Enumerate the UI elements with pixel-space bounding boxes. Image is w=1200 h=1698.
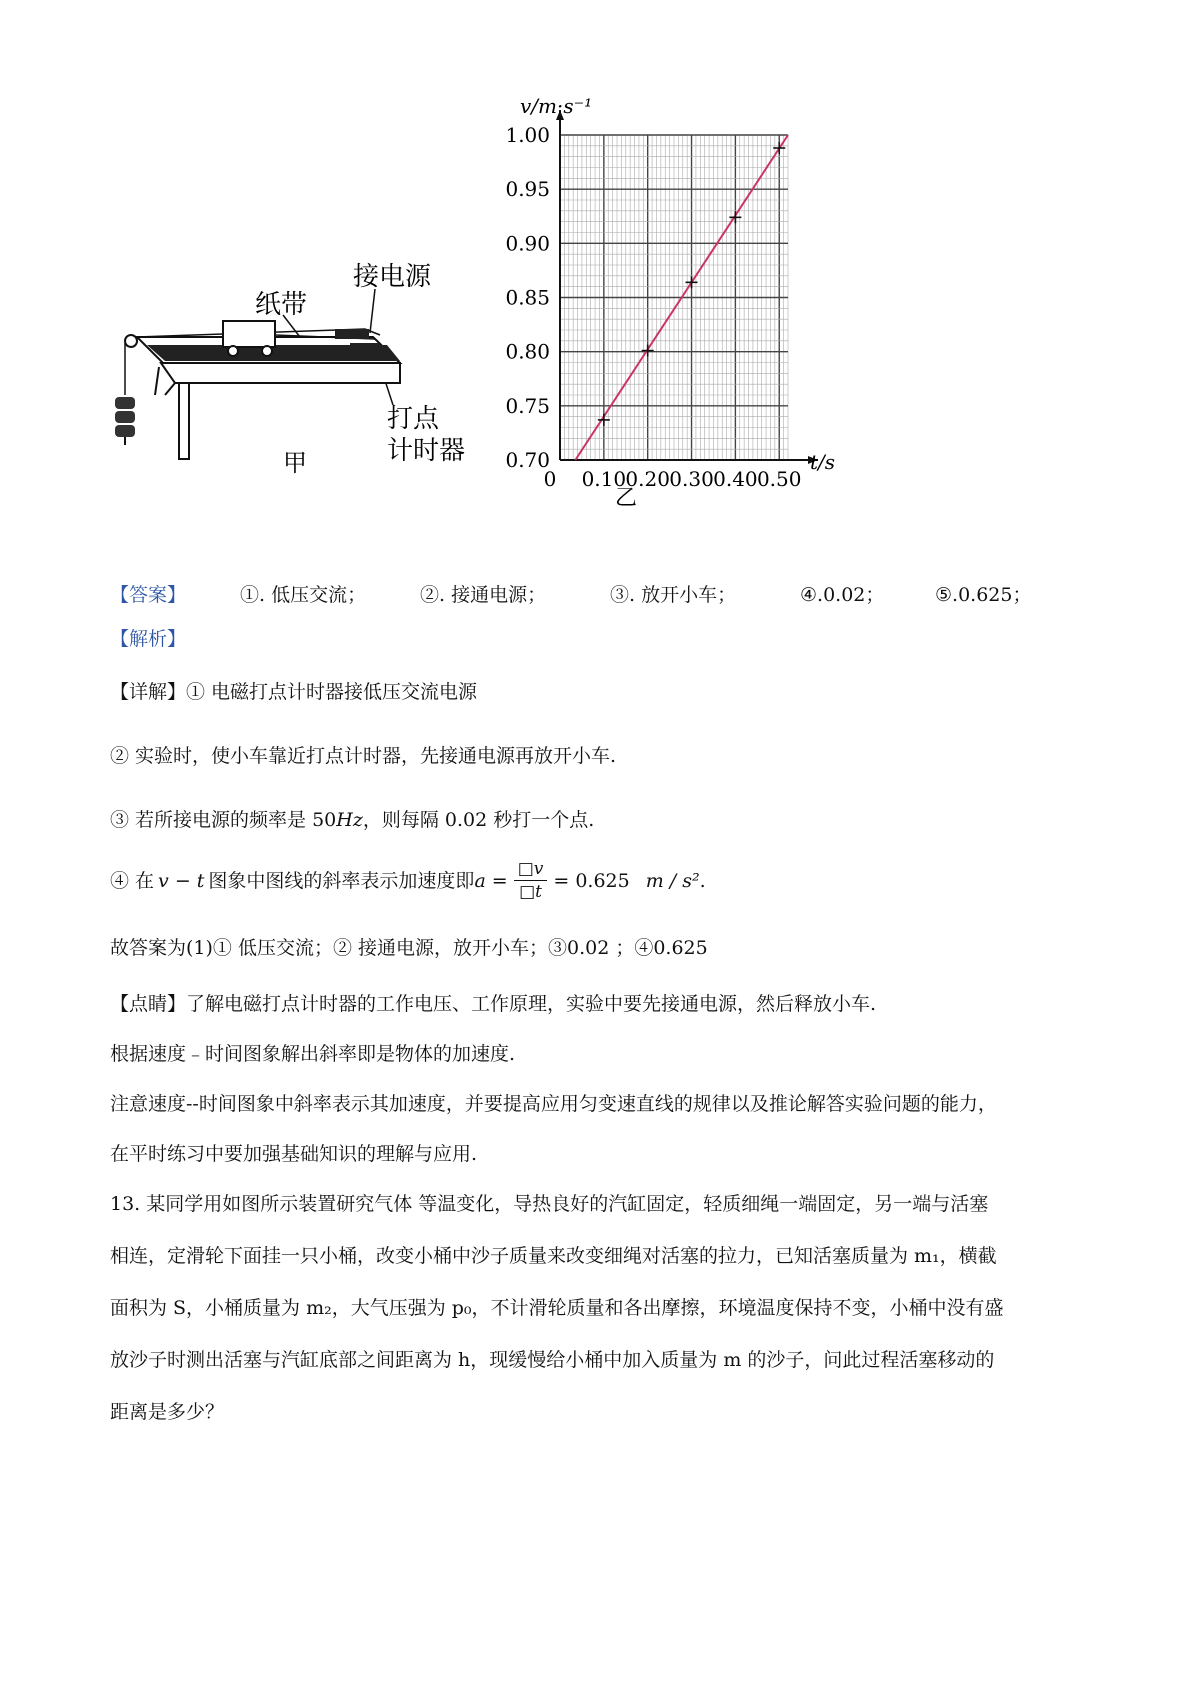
- detail-text-4a: ④ 在: [110, 869, 155, 892]
- x-tick-label: 0.40: [713, 467, 758, 491]
- detail-text-4b: 图象中图线的斜率表示加速度即: [208, 869, 475, 892]
- chart-grid: [560, 135, 788, 460]
- answer-item-4: ④.0.02；: [800, 584, 885, 606]
- figure-a-caption: 甲: [283, 449, 307, 477]
- fraction: [514, 858, 548, 903]
- comment-text-1: 了解电磁打点计时器的工作电压、工作原理，实验中要先接通电源，然后释放小车.: [186, 993, 877, 1015]
- y-tick-label: 0.90: [505, 231, 550, 256]
- q13-line-5: 距离是多少？: [110, 1401, 225, 1423]
- detail-line-1: [110, 678, 477, 706]
- fraction-denominator: □t: [519, 882, 542, 902]
- accel-unit: m / s²: [645, 869, 700, 892]
- comment-line-1: [110, 990, 876, 1018]
- y-tick-label: 0.75: [505, 393, 550, 418]
- analysis-tag: 【解析】: [110, 628, 187, 650]
- answer-item-2: ②. 接通电源；: [420, 584, 547, 606]
- y-tick-label: 0.85: [505, 285, 550, 310]
- y-tick-label: 0.80: [505, 339, 550, 364]
- detail-line-3: [110, 806, 594, 834]
- detail-line-2: ② 实验时，使小车靠近打点计时器，先接通电源再放开小车.: [110, 745, 617, 767]
- y-tick-label: 1.00: [505, 123, 550, 147]
- v-t-expression: v − t: [158, 869, 205, 892]
- vt-chart: [490, 95, 930, 555]
- detail-text-1: ① 电磁打点计时器接低压交流电源: [186, 681, 478, 703]
- q13-line-2: 相连，定滑轮下面挂一只小桶，改变小桶中沙子质量来改变细绳对活塞的拉力，已知活塞质量为 m₁，横截: [110, 1245, 997, 1267]
- y-tick-label: 0.70: [505, 448, 550, 472]
- answer-item-1: ①. 低压交流；: [240, 584, 367, 606]
- comment-tag: 【点睛】: [110, 993, 187, 1015]
- detail-text-3a: ③ 若所接电源的频率是 50: [110, 809, 337, 831]
- q13-line-3: 面积为 S，小桶质量为 m₂，大气压强为 p₀，不计滑轮质量和各出摩擦，环境温度保持不变，小桶中没有盛: [110, 1297, 1004, 1319]
- y-axis-label: v/m·s⁻¹: [520, 94, 593, 118]
- x-tick-label: 0.20: [625, 467, 670, 491]
- q13-line-4: 放沙子时测出活塞与汽缸底部之间距离为 h，现缓慢给小桶中加入质量为 m 的沙子，问此过程活塞移动的: [110, 1349, 995, 1371]
- detail-text-3b: ，则每隔 0.02 秒打一个点.: [362, 809, 595, 831]
- label-tape: 纸带: [255, 290, 308, 320]
- fraction-numerator: □v: [514, 858, 548, 881]
- accel-symbol: a: [474, 869, 486, 892]
- label-timer-1: 打点: [387, 404, 440, 434]
- detail-line-5: 故答案为(1)① 低压交流；② 接通电源，放开小车；③0.02 ；④0.625: [110, 937, 708, 959]
- x-tick-label: 0.10: [581, 467, 627, 491]
- comment-line-4: 在平时练习中要加强基础知识的理解与应用.: [110, 1143, 478, 1165]
- x-axis-label: t/s: [810, 450, 836, 474]
- comment-line-2: 根据速度﹣时间图象解出斜率即是物体的加速度.: [110, 1043, 516, 1065]
- q13-line-1: 13. 某同学用如图所示装置研究气体 等温变化，导热良好的汽缸固定，轻质细绳一端固定，另一端与活塞: [110, 1193, 989, 1215]
- answer-item-5: ⑤.0.625；: [935, 584, 1032, 606]
- figure-b-caption: 乙: [615, 486, 638, 511]
- detail-tag: 【详解】: [110, 681, 187, 703]
- x-tick-label: 0.50: [756, 467, 802, 491]
- comment-line-3: 注意速度--时间图象中斜率表示其加速度，并要提高应用匀变速直线的规律以及推论解答实验问题的能力，: [110, 1093, 997, 1115]
- label-timer-2: 计时器: [387, 436, 466, 466]
- x-tick-label: 0: [543, 467, 557, 491]
- answer-item-3: ③. 放开小车；: [610, 584, 737, 606]
- detail-line-4: ④ 在 v − t 图象中图线的斜率表示加速度即 a = $\frac{□v}{□t}$ = 0.625 m / s² .: [110, 859, 706, 902]
- apparatus-figure: [125, 255, 466, 525]
- x-tick-label: 0.30: [669, 467, 714, 491]
- detail-text-4-end: .: [699, 869, 706, 892]
- y-tick-label: 0.95: [505, 177, 550, 202]
- hz-unit: Hz: [336, 809, 363, 831]
- answer-tag: 【答案】: [110, 584, 187, 606]
- accel-result: = 0.625: [553, 869, 630, 892]
- label-power: 接电源: [353, 262, 432, 292]
